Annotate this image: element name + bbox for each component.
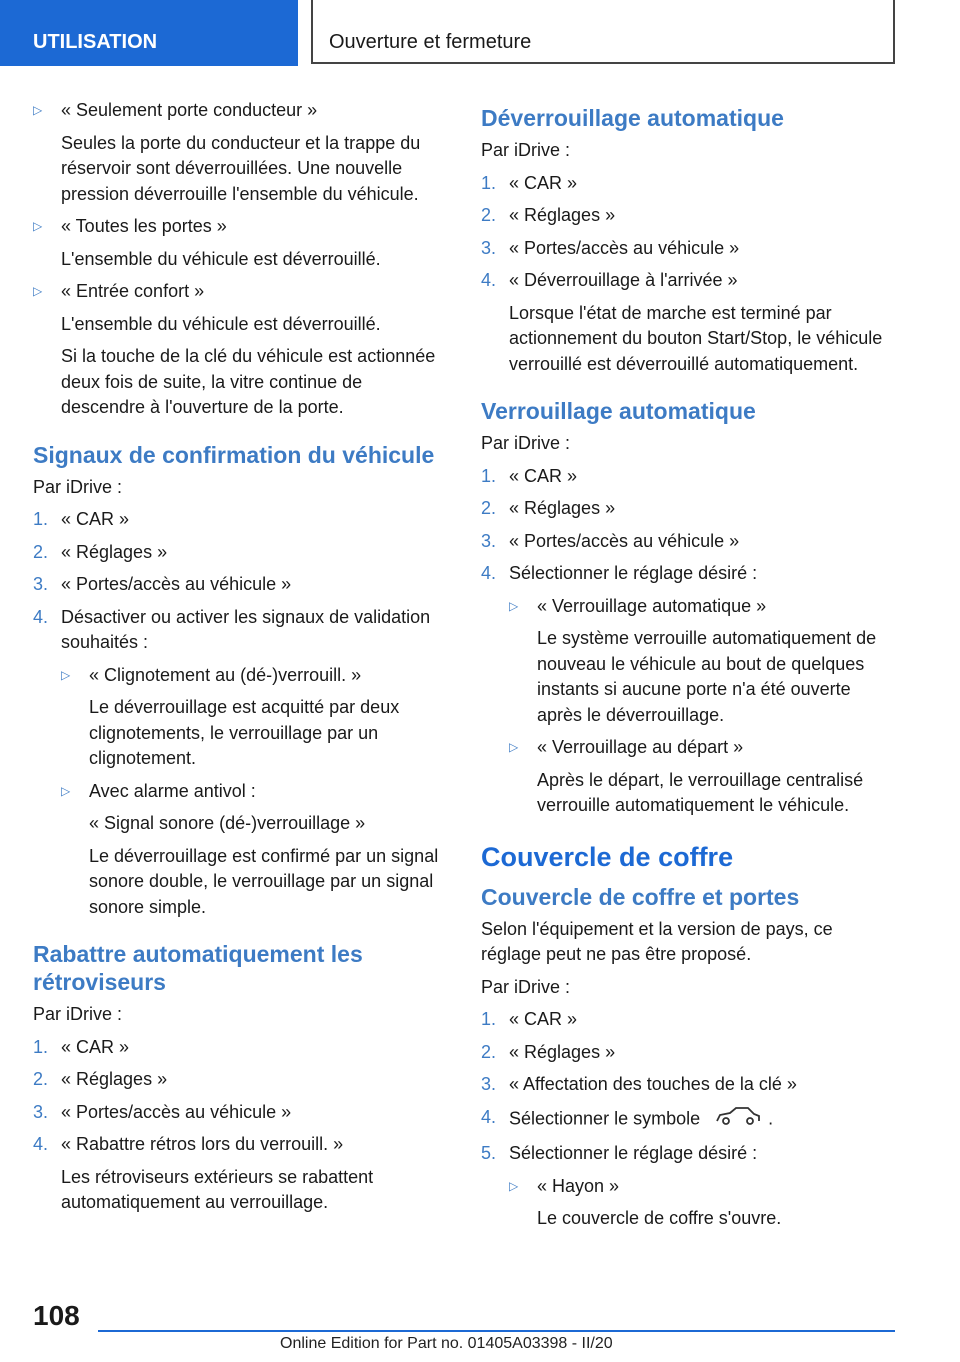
heading-verrouillage: Verrouillage automatique: [481, 398, 756, 424]
triangle-bullet-icon: ▷: [33, 103, 43, 117]
list-item: ▷ « Verrouillage automatique »: [481, 594, 896, 620]
list-item: ▷ « Seulement porte conducteur »: [33, 98, 448, 124]
step: 1. « CAR »: [481, 1009, 578, 1029]
step: 2. « Réglages »: [33, 1069, 168, 1089]
heading-signaux: Signaux de confirmation du véhicule: [33, 441, 435, 468]
chapter-tab: [311, 0, 895, 64]
section-title: UTILISATION: [33, 31, 158, 53]
step: 3. « Portes/accès au véhicule »: [481, 237, 740, 258]
triangle-bullet-icon: ▷: [61, 667, 71, 682]
step: 2. « Réglages »: [481, 498, 616, 518]
triangle-bullet-icon: ▷: [33, 284, 43, 298]
edition-text: Online Edition for Part no. 01405A03398 - II/20: [280, 1335, 613, 1352]
step: 4. Désactiver ou activer les signaux de validation souhaités :: [33, 606, 431, 652]
list-item: ▷ « Hayon »: [481, 1174, 896, 1200]
step: 4. Sélectionner le symbole .: [481, 1105, 896, 1135]
page-number: 108: [33, 1300, 80, 1331]
step: 1. « CAR »: [33, 509, 130, 529]
step: 3. « Portes/accès au véhicule »: [33, 1101, 292, 1122]
heading-deverrouillage: Déverrouillage automatique: [481, 105, 784, 131]
triangle-bullet-icon: ▷: [61, 783, 71, 798]
list-item: ▷ « Toutes les portes »: [33, 214, 448, 240]
section-tab: [0, 0, 298, 66]
step: 2. « Réglages »: [481, 1041, 616, 1062]
heading-coffre: Couvercle de coffre: [481, 841, 734, 872]
triangle-bullet-icon: ▷: [509, 740, 519, 754]
list-item: ▷ « Entrée confort »: [33, 279, 448, 305]
list-item: ▷ Avec alarme antivol :: [33, 779, 448, 805]
step: 4. Sélectionner le réglage désiré :: [481, 563, 758, 583]
step: 3. « Affectation des touches de la clé »: [481, 1074, 797, 1094]
footer-divider: [98, 1330, 895, 1332]
step: 1. « CAR »: [481, 465, 578, 486]
step: 5. Sélectionner le réglage désiré :: [481, 1143, 758, 1163]
step: 4. « Déverrouillage à l'arrivée »: [481, 270, 738, 290]
triangle-bullet-icon: ▷: [509, 1178, 519, 1193]
step: 1. « CAR »: [481, 172, 578, 193]
step: 1. « CAR »: [33, 1036, 130, 1057]
car-icon: [714, 1105, 762, 1135]
step: 3. « Portes/accès au véhicule »: [481, 530, 740, 551]
right-column: Déverrouillage automatique Par iDrive : 1. « CAR » 2. « Réglages » 3. « Portes/accès au véhicule » 4. « Déverrouillage à l'arrivée » Lorsque l'état de marche est terminé par actionnement du bouton Start/Stop, le véhicule verrouillé est déverrouillé automatiquement. Verrouillage automatique Par iDrive : 1. « CAR » 2. « Réglages » 3. « Portes/accès au véhicule » 4. Sélectionner le réglage désiré : ▷ « Verrouillage automatique » Le système verrouille automatiquement de nouveau le véhicule au bout de quelques instants si aucune porte n'a été ouverte après le déverrouillage. ▷ « Verrouillage au départ » Après le départ, le verrouillage centralisé verrouille automatiquement le véhicule. Couvercle de coffre Couvercle de coffre et portes Selon l'équipement et la version de pays, ce réglage peut ne pas être proposé. Par iDrive : 1. « CAR » 2. « Réglages » 3. « Affectation des touches de la clé » 4. Sélectionner le symbole . 5. Sélectionner le réglage désiré : ▷ « Hayon » Le couvercle de coffre s'ouvre.: [481, 98, 896, 1239]
heading-retroviseurs: Rabattre automatiquement les rétroviseurs: [33, 941, 363, 995]
list-item: ▷ « Verrouillage au départ »: [481, 735, 896, 761]
list-item: ▷ « Clignotement au (dé-)verrouill. »: [33, 663, 448, 689]
left-column: ▷ « Seulement porte conducteur » Seules la porte du conducteur et la trappe du réservoir sont déverrouillées. Une nouvelle pression déverrouille l'ensemble du véhicule. ▷ « Toutes les portes » L'ensemble du véhicule est déverrouillé. ▷ « Entrée confort » L'ensemble du véhicule est déverrouillé. Si la touche de la clé du véhicule est actionnée deux fois de suite, la vitre continue de descendre à l'ouverture de la porte. Signaux de confirmation du véhicule Par iDrive : 1. « CAR » 2. « Réglages » 3. « Portes/accès au véhicule » 4. Désactiver ou activer les signaux de validation souhaités : ▷ « Clignotement au (dé-)verrouill. » Le déverrouillage est acquitté par deux clignotements, le verrouillage par un clignotement. ▷ Avec alarme antivol : « Signal sonore (dé-)verrouillage » Le déverrouillage est confirmé par un signal sonore double, le verrouillage par un signal sonore simple. Rabattre automatiquement les rétroviseurs Par iDrive : 1. « CAR » 2. « Réglages » 3. « Portes/accès au véhicule » 4. « Rabattre rétros lors du verrouill. » Les rétroviseurs extérieurs se rabattent automatiquement au verrouillage.: [33, 98, 448, 1223]
step: 3. « Portes/accès au véhicule »: [33, 574, 292, 594]
chapter-title: Ouverture et fermeture: [329, 31, 532, 53]
triangle-bullet-icon: ▷: [509, 598, 519, 613]
step: 4. « Rabattre rétros lors du verrouill. »: [33, 1134, 344, 1154]
step: 2. « Réglages »: [481, 205, 616, 225]
step: 2. « Réglages »: [33, 541, 168, 562]
heading-coffre-portes: Couvercle de coffre et portes: [481, 883, 800, 910]
triangle-bullet-icon: ▷: [33, 219, 43, 233]
